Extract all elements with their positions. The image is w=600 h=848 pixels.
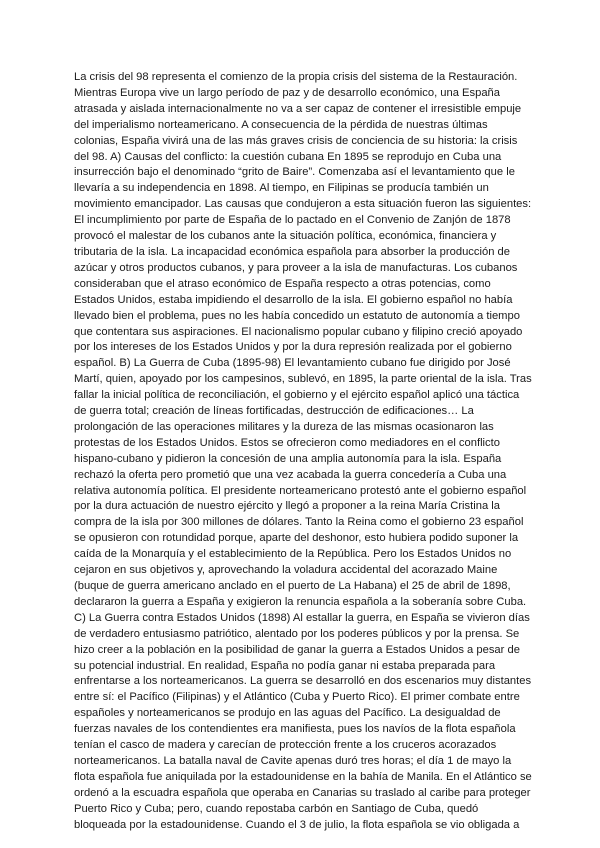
text-line: españoles y norteamericanos se produjo en las aguas del Pacífico. La desigualdad de xyxy=(74,707,501,720)
text-line: relativa autonomía política. El presidente norteamericano protestó ante el gobierno español xyxy=(74,484,527,497)
text-line: Mientras Europa vive un largo período de paz y de desarrollo económico, una España xyxy=(74,86,501,99)
text-line: atrasada y aislada internacionalmente no va a ser capaz de contener el irresistible empuje xyxy=(74,102,522,115)
text-line: (buque de guerra americano anclado en el puerto de La Habana) el 25 de abril de 1898, xyxy=(74,580,511,592)
text-line: Puerto Rico y Cuba; pero, cuando repostaba carbón en Santiago de Cuba, quedó xyxy=(74,802,479,815)
text-line: compra de la isla por 300 millones de dólares. Tanto la Reina como el gobierno 23 español xyxy=(74,516,524,529)
text-line: tributaria de la isla. La incapacidad económica española para absorber la producción de xyxy=(74,245,510,258)
text-line: cejaron en sus objetivos y, aprovechando la voladura accidental del acorazado Maine xyxy=(74,564,498,577)
text-line: enfrentarse a los norteamericanos. La guerra se desarrolló en dos escenarios muy distantes xyxy=(74,675,532,688)
text-line: fuerzas navales de los contendientes era manifiesta, pues los navíos de la flota española xyxy=(74,723,516,736)
text-line: colonias, España vivirá una de las más graves crisis de conciencia de su historia: la crisis xyxy=(74,134,518,147)
text-line: de verdadero entusiasmo patriótico, alentado por los poderes públicos y por la prensa. Se xyxy=(74,627,520,640)
text-line: de guerra total; creación de líneas fortificadas, destrucción de edificaciones… La xyxy=(74,405,474,418)
text-line: hizo creer a la población en la posibilidad de ganar la guerra a Estados Unidos a pesar de xyxy=(74,643,520,656)
text-line: ordenó a la escuadra española que operaba en Canarias su traslado al caribe para proteger xyxy=(74,786,531,799)
text-line: entre sí: el Pacífico (Filipinas) y el Atlántico (Cuba y Puerto Rico). El primer combate entre xyxy=(74,691,520,704)
text-line: insurrección bajo el denominado “grito de Baire”. Comenzaba así el levantamiento que le xyxy=(74,166,515,179)
text-line: declararon la guerra a España y exigieron la renuncia española a la soberanía sobre Cuba. xyxy=(74,595,527,608)
text-line: protestas de los Estados Unidos. Estos se ofrecieron como mediadores en el conflicto xyxy=(74,436,500,449)
text-line: movimiento emancipador. Las causas que condujeron a esta situación fueron las siguientes: xyxy=(74,198,532,211)
text-line: provocó el malestar de los cubanos ante la situación política, económica, financiera y xyxy=(74,230,497,243)
text-line: por los intereses de los Estados Unidos y por la dura represión realizada por el gobierno xyxy=(74,341,512,354)
text-line: flota española fue aniquilada por la estadounidense en la bahía de Manila. En el Atlántico se xyxy=(74,770,532,783)
text-line: fallar la inicial política de reconciliación, el gobierno y el ejército español aplicó una táctica xyxy=(74,389,520,402)
text-line: rechazó la oferta pero prometió que una vez acabada la guerra concedería a Cuba una xyxy=(74,468,507,481)
text-line: La crisis del 98 representa el comienzo de la propia crisis del sistema de la Restauración. xyxy=(74,71,518,83)
text-line: del 98. A) Causas del conflicto: la cuestión cubana En 1895 se reprodujo en Cuba una xyxy=(74,150,502,163)
text-line: C) La Guerra contra Estados Unidos (1898) Al estallar la guerra, en España se vivieron días xyxy=(74,611,530,624)
text-line: se opusieron con rotundidad porque, aparte del deshonor, esto hubiera podido suponer la xyxy=(74,532,519,545)
text-line: caída de la Monarquía y el establecimiento de la República. Pero los Estados Unidos no xyxy=(74,548,512,561)
text-line: llevaría a su independencia en 1898. Al tiempo, en Filipinas se producía también un xyxy=(74,182,489,195)
text-line: norteamericanos. La batalla naval de Cavite apenas duró tres horas; el día 1 de mayo la xyxy=(74,754,512,767)
text-line: El incumplimiento por parte de España de lo pactado en el Convenio de Zanjón de 1878 xyxy=(74,214,511,227)
text-line: hispano-cubano y pidieron la concesión de una amplia autonomía para la isla. España xyxy=(74,452,502,465)
text-line: llevado bien el problema, pues no les había concedido un estatuto de autonomía a tiempo xyxy=(74,309,520,322)
text-line: consideraban que el atraso económico de España respecto a otras potencias, como xyxy=(74,277,491,290)
text-line: por la dura actuación de nuestro ejército y llegó a proponer a la reina María Cristina la xyxy=(74,500,500,513)
text-line: azúcar y otros productos cubanos, y para proveer a la isla de manufacturas. Los cubanos xyxy=(74,261,518,274)
text-line: español. B) La Guerra de Cuba (1895-98) El levantamiento cubano fue dirigido por José xyxy=(74,357,511,370)
body-text xyxy=(74,70,534,834)
text-line: Martí, quien, apoyado por los campesinos, sublevó, en 1895, la parte oriental de la isla. Tras xyxy=(74,373,532,386)
text-line: bloqueada por la estadounidense. Cuando el 3 de julio, la flota española se vio obligada a xyxy=(74,818,520,831)
text-line: prolongación de las operaciones militares y la dureza de las mismas ocasionaron las xyxy=(74,420,494,433)
text-line: que contentara sus aspiraciones. El nacionalismo popular cubano y filipino creció apoyado xyxy=(74,325,523,338)
text-line: Estados Unidos, estaba impidiendo el desarrollo de la isla. El gobierno español no había xyxy=(74,293,513,306)
text-line: tenían el casco de madera y carecían de protección frente a los cruceros acorazados xyxy=(74,739,497,752)
text-line: del imperialismo norteamericano. A consecuencia de la pérdida de nuestras últimas xyxy=(74,118,488,131)
text-line: su potencial industrial. En realidad, España no podía ganar ni estaba preparada para xyxy=(74,659,496,672)
